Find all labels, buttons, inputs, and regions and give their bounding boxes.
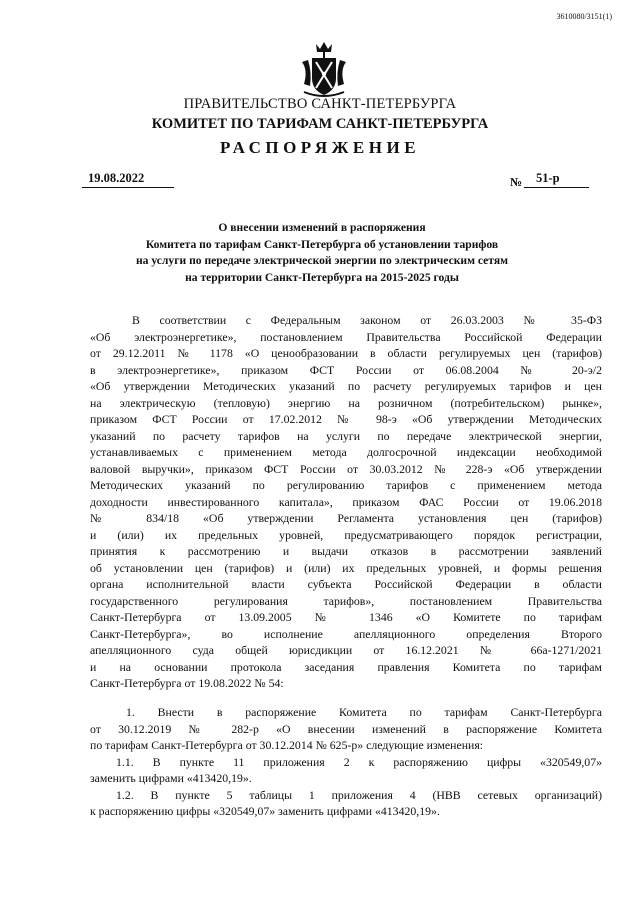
item-line: 1.1. В пункте 11 приложения 2 к распоряжению цифры «320549,07» bbox=[116, 754, 602, 769]
preamble-line: устанавливаемых с применением метода долгосрочной индексации необходимой bbox=[90, 445, 602, 459]
subject-line: Комитета по тарифам Санкт-Петербурга об установлении тарифов bbox=[145, 237, 499, 251]
preamble-line: органа исполнительной власти субъекта Российской Федерации в области bbox=[90, 577, 602, 591]
preamble-line: апелляционного суда общей юрисдикции от 16.12.2021 № 66а-1271/2021 bbox=[90, 643, 602, 657]
doc-code: 3610080/3151(1) bbox=[556, 12, 612, 21]
document-type-title: РАСПОРЯЖЕНИЕ bbox=[219, 138, 421, 157]
item-line: 1.2. В пункте 5 таблицы 1 приложения 4 (НВВ сетевых организаций) bbox=[116, 787, 602, 802]
preamble-line: и (или) их предельных уровней, предусматривающего порядок регистрации, bbox=[90, 527, 602, 542]
preamble-line: принятия к рассмотрению и выдачи отказов в рассмотрении заявлений bbox=[90, 544, 602, 558]
document-subject bbox=[100, 220, 544, 286]
item-line: 1. Внести в распоряжение Комитета по тарифам Санкт-Петербурга bbox=[126, 705, 602, 719]
preamble-line: «Об электроэнергетике», постановлением Правительства Российской Федерации bbox=[90, 329, 602, 344]
preamble-line: в электроэнергетике», приказом ФСТ России от 06.08.2004 № 20-э/2 bbox=[90, 362, 602, 377]
st-petersburg-coat-of-arms-icon bbox=[298, 40, 350, 100]
preamble-line: и на основании протокола заседания правления Комитета по тарифам bbox=[90, 659, 602, 674]
item-line: к распоряжению цифры «320549,07» заменить цифрами «413420,19». bbox=[90, 804, 440, 818]
order-number: 51-р bbox=[536, 171, 560, 185]
number-underline bbox=[524, 187, 589, 188]
preamble-line: государственного регулирования тарифов», постановлением Правительства bbox=[90, 593, 602, 608]
government-title: ПРАВИТЕЛЬСТВО САНКТ-ПЕТЕРБУРГА bbox=[183, 96, 457, 112]
preamble-line: доходности инвестированного капитала», приказом ФАС России от 19.06.2018 bbox=[90, 494, 602, 509]
subject-line: на территории Санкт-Петербурга на 2015-2025 годы bbox=[185, 270, 459, 284]
preamble-line: № 834/18 «Об утверждении Регламента установления цен (тарифов) bbox=[90, 511, 602, 525]
subject-line: О внесении изменений в распоряжения bbox=[218, 221, 426, 234]
preamble-line: валовой выручки», приказом ФСТ России от 30.03.2012 № 228-э «Об утверждении bbox=[90, 461, 602, 476]
preamble-line: указаний по расчету тарифов на услуги по передаче электрической энергии, bbox=[90, 428, 602, 443]
order-number-label: № bbox=[510, 175, 523, 189]
preamble-line: Санкт-Петербурга от 13.09.2005 № 1346 «О Комитете по тарифам bbox=[90, 610, 602, 624]
preamble-line: Методических указаний по регулированию тарифов с применением метода bbox=[90, 478, 602, 492]
preamble-line: на электрическую (тепловую) энергию на розничном (потребительском) рынке», bbox=[90, 395, 602, 410]
preamble-line: об установлении цен (тарифов) и (или) их предельных уровней, и формы решения bbox=[90, 560, 602, 575]
item-line: от 30.12.2019 № 282-р «О внесении изменений в распоряжение Комитета bbox=[90, 721, 602, 736]
preamble-paragraph bbox=[90, 312, 602, 692]
date-underline bbox=[82, 187, 174, 188]
preamble-line: Санкт-Петербурга», во исполнение апелляционного определения Второго bbox=[90, 626, 602, 641]
preamble-line: приказом ФСТ России от 17.02.2012 № 98-э «Об утверждении Методических bbox=[90, 412, 602, 426]
committee-title: КОМИТЕТ ПО ТАРИФАМ САНКТ-ПЕТЕРБУРГА bbox=[151, 116, 489, 132]
preamble-line: от 29.12.2011 № 1178 «О ценообразовании в области регулируемых цен (тарифов) bbox=[90, 346, 602, 360]
subject-line: на услуги по передаче электрической энергии по электрическим сетям bbox=[135, 254, 509, 267]
preamble-line: В соответствии с Федеральным законом от 26.03.2003 № 35-ФЗ bbox=[132, 313, 602, 327]
preamble-line: Санкт-Петербурга от 19.08.2022 № 54: bbox=[90, 676, 284, 690]
item-line: по тарифам Санкт-Петербурга от 30.12.2014 № 625-р» следующие изменения: bbox=[90, 738, 484, 752]
preamble-line: «Об утверждении Методических указаний по расчету регулируемых тарифов и цен bbox=[90, 379, 602, 393]
order-date: 19.08.2022 bbox=[88, 171, 145, 185]
resolution-items bbox=[90, 704, 602, 820]
item-line: заменить цифрами «413420,19». bbox=[90, 771, 252, 785]
